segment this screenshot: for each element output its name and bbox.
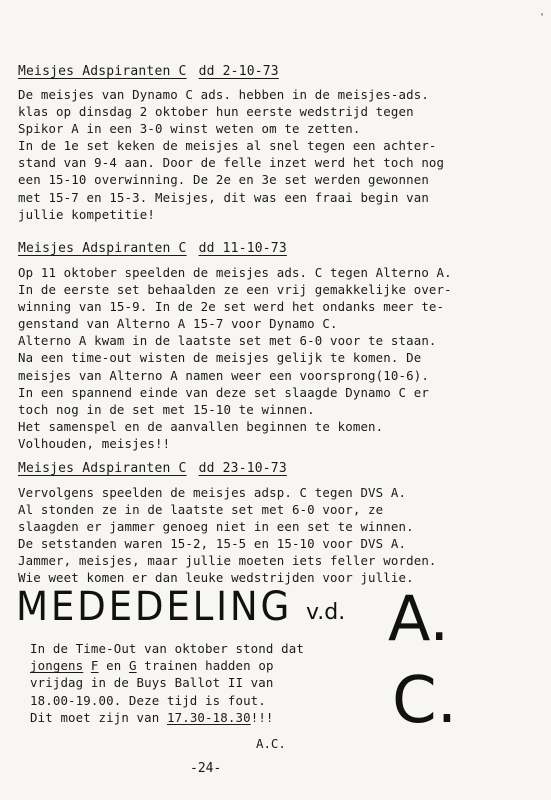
heading-title: Meisjes Adspiranten C bbox=[18, 241, 187, 256]
heading-title: Meisjes Adspiranten C bbox=[18, 64, 187, 79]
notice-line-3: vrijdag in de Buys Ballot II van bbox=[30, 675, 274, 691]
section-heading-1 bbox=[18, 64, 279, 79]
notice-line-5: Dit moet zijn van 17.30-18.30!!! bbox=[30, 709, 274, 725]
signature: A.C. bbox=[256, 736, 286, 751]
heading-date: dd 23-10-73 bbox=[198, 461, 287, 476]
notice-line-2: jongens F en G trainen hadden op bbox=[30, 658, 274, 674]
heading-title: Meisjes Adspiranten C bbox=[18, 461, 187, 476]
corner-mark: ' bbox=[539, 12, 546, 23]
notice-line-4: 18.00-19.00. Deze tijd is fout. bbox=[30, 692, 266, 708]
handwritten-by: v.d. bbox=[306, 600, 346, 625]
heading-date: dd 11-10-73 bbox=[198, 241, 287, 256]
heading-date: dd 2-10-73 bbox=[198, 64, 279, 79]
section-body-3: Vervolgens speelden de meisjes adsp. C tegen DVS A. Al stonden ze in de laatste set met 6-0 voor, ze slaagden er jammer genoeg niet in een set te winnen. De setstanden waren 15-2, 15-5 en 15-10 voor DVS A. Jammer, meisjes, maar jullie moeten iets feller worden. Wie weet komen er dan leuke wedstrijden voor jullie. bbox=[18, 485, 437, 586]
page-number: -24- bbox=[190, 761, 222, 776]
notice-line-1: In de Time-Out van oktober stond dat bbox=[30, 641, 304, 656]
section-heading-3 bbox=[18, 461, 287, 476]
section-body-2: Op 11 oktober speelden de meisjes ads. C tegen Alterno A. In de eerste set behaalden ze een vrij gemakkelijke over- winning van 15-9. In de 2e set werd het ondanks meer te- genstand van Alterno A 15-7 voor Dynamo C. Alterno A kwam in de laatste set met 6-0 voor te staan. Na een time-out wisten de meisjes gelijk te komen. De meisjes van Alterno A namen weer een voorsprong(10-6). In een spannend einde van deze set slaagde Dynamo C er toch nog in de set met 15-10 te winnen. Het samenspel en de aanvallen beginnen te komen. Volhouden, meisjes!! bbox=[18, 265, 452, 451]
notice-text bbox=[30, 640, 304, 726]
section-heading-2 bbox=[18, 241, 287, 256]
section-body-1: De meisjes van Dynamo C ads. hebben in de meisjes-ads. klas op dinsdag 2 oktober hun eerste wedstrijd tegen Spikor A in een 3-0 winst weten om te zetten. In de 1e set keken de meisjes al snel tegen een achter- stand van 9-4 aan. Door de felle inzet werd het toch nog een 15-10 overwinning. De 2e en 3e set werden gewonnen met 15-7 en 15-3. Meisjes, dit was een fraai begin van jullie kompetitie! bbox=[18, 87, 445, 222]
handwritten-title: MEDEDELING bbox=[16, 584, 293, 630]
handwritten-letter-c: C. bbox=[392, 664, 458, 738]
handwritten-letter-a: A. bbox=[388, 582, 450, 655]
